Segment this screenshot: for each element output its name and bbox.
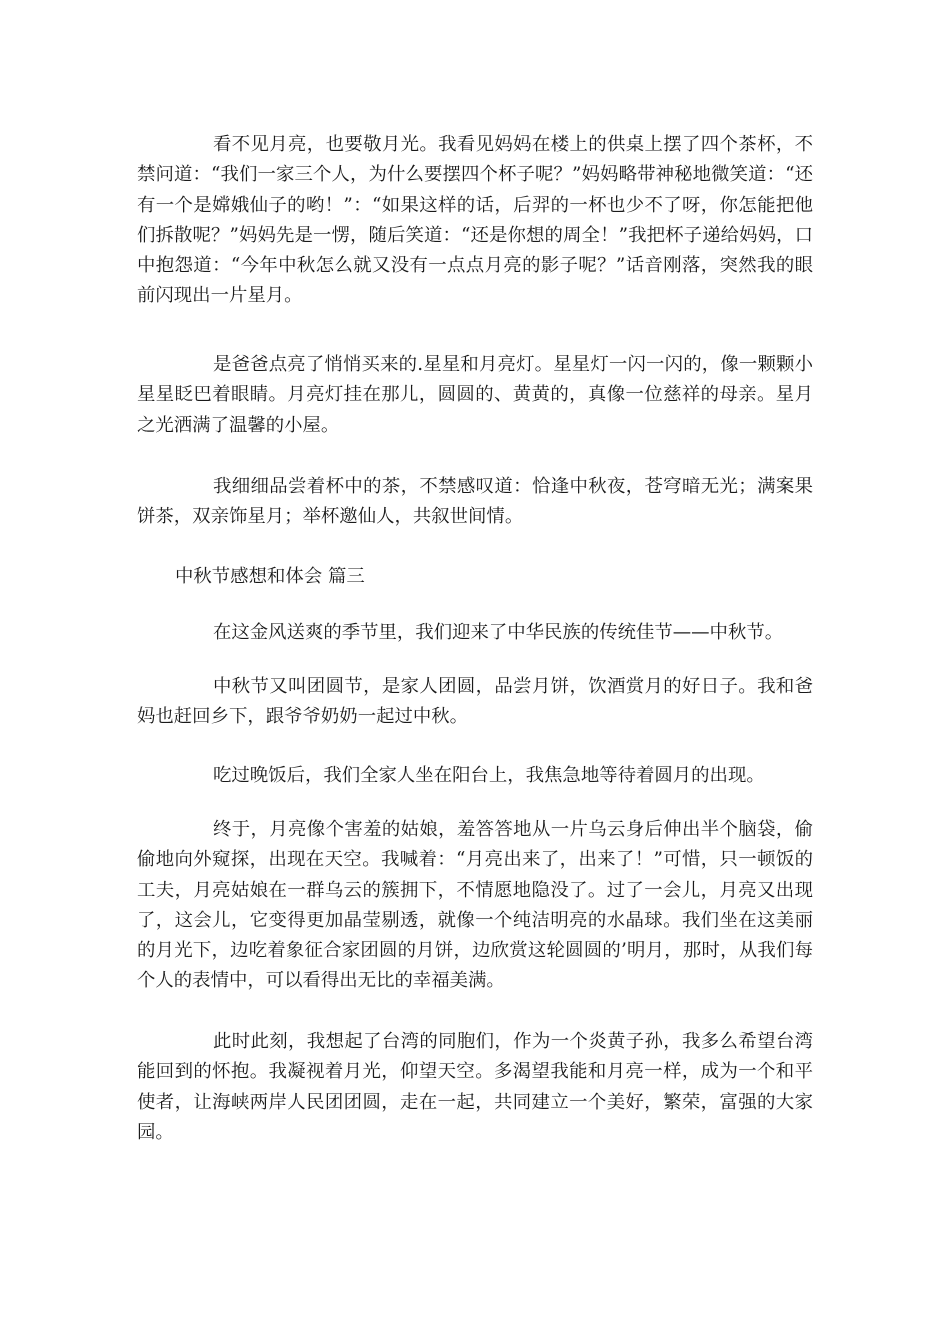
paragraph-taiwan-hope: 此时此刻，我想起了台湾的同胞们，作为一个炎黄子孙，我多么希望台湾能回到的怀抱。我凝视着月光，仰望天空。多渴望我能和月亮一样，成为一个和平使者，让海峡两岸人民团团圆，走在一起，共同建立一个美好，繁荣，富强的大家园。: [137, 1031, 813, 1143]
section-heading: 中秋节感想和体会 篇三: [175, 566, 365, 587]
paragraph-season-intro: 在这金风送爽的季节里，我们迎来了中华民族的传统佳节——中秋节。: [213, 622, 784, 643]
paragraph-tea-poem: 我细细品尝着杯中的茶，不禁感叹道：恰逢中秋夜，苍穹暗无光；满案果饼茶，双亲饰星月；举杯邀仙人，共叙世间情。: [137, 476, 813, 528]
paragraph-after-dinner: 吃过晚饭后，我们全家人坐在阳台上，我焦急地等待着圆月的出现。: [213, 765, 765, 786]
paragraph-moon-appears: 终于，月亮像个害羞的姑娘，羞答答地从一片乌云身后伸出半个脑袋，偷偷地向外窥探，出现在天空。我喊着：“月亮出来了，出来了！”可惜，只一顿饭的工夫，月亮姑娘在一群乌云的簇拥下，不情愿地隐没了。过了一会儿，月亮又出现了，这会儿，它变得更加晶莹剔透，就像一个纯洁明亮的水晶球。我们坐在这美丽的月光下，边吃着象征合家团圆的月饼，边欣赏这轮圆圆的’明月，那时，从我们每个人的表情中，可以看得出无比的幸福美满。: [137, 819, 813, 992]
paragraph-moon-tea: 看不见月亮，也要敬月光。我看见妈妈在楼上的供桌上摆了四个茶杯，不禁问道：“我们一家三个人，为什么要摆四个杯子呢？”妈妈略带神秘地微笑道：“还有一个是嫦娥仙子的哟！”：“如果这样的话，后羿的一杯也少不了呀，你怎能把他们拆散呢？”妈妈先是一愣，随后笑道：“还是你想的周全！”我把杯子递给妈妈，口中抱怨道：“今年中秋怎么就又没有一点点月亮的影子呢？”话音刚落，突然我的眼前闪现出一片星月。: [137, 134, 813, 307]
paragraph-reunion-festival: 中秋节又叫团圆节，是家人团圆，品尝月饼，饮酒赏月的好日子。我和爸妈也赶回乡下，跟爷爷奶奶一起过中秋。: [137, 676, 813, 728]
paragraph-star-moon-lamps: 是爸爸点亮了悄悄买来的.星星和月亮灯。星星灯一闪一闪的，像一颗颗小星星眨巴着眼睛。月亮灯挂在那儿，圆圆的、黄黄的，真像一位慈祥的母亲。星月之光洒满了温馨的小屋。: [137, 354, 813, 436]
